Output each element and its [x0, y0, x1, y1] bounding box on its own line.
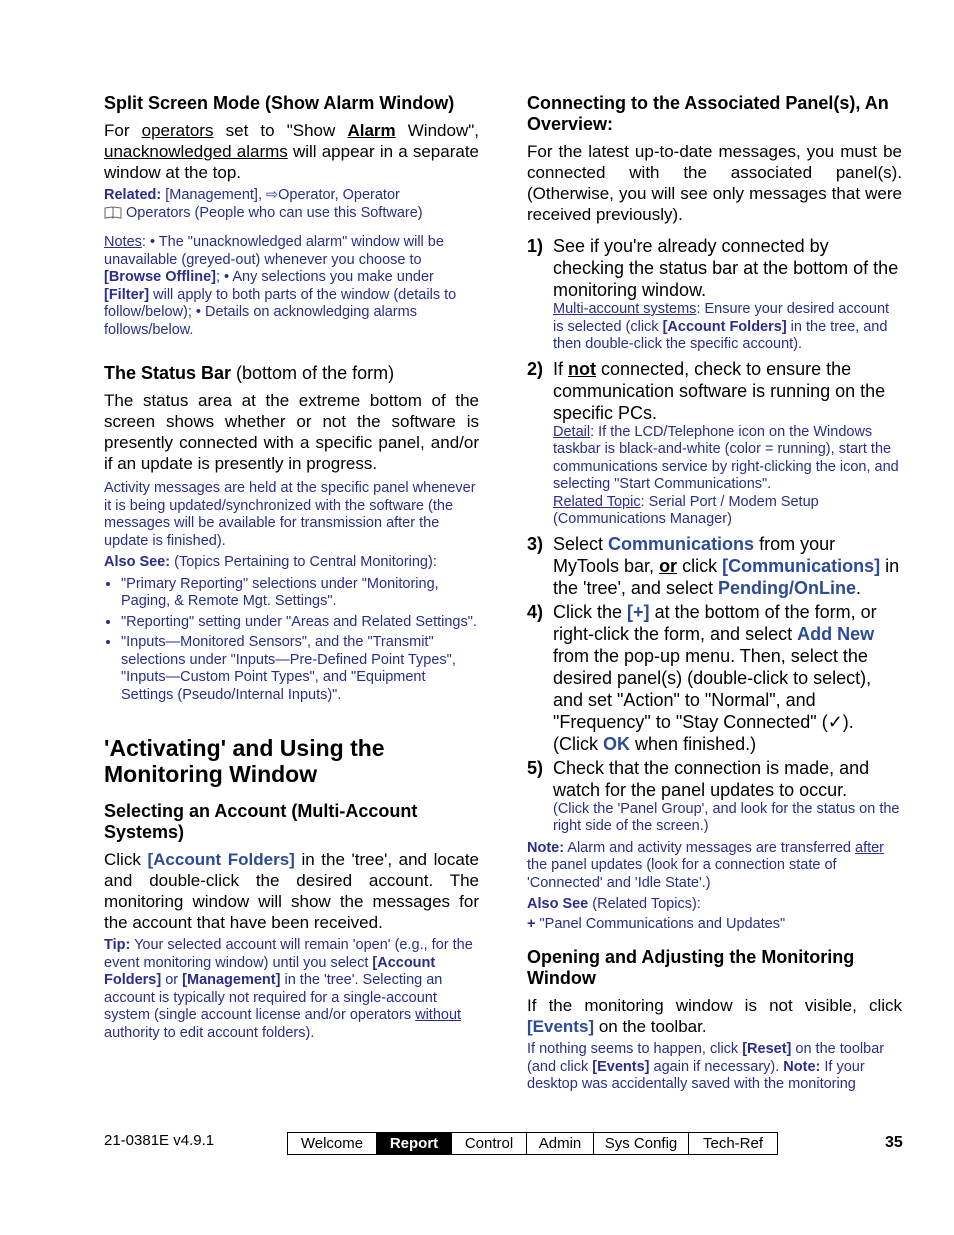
text: from the pop-up menu. Then, select the desired panel(s) (double-click to select), and set "Action" to "Normal", and "Frequency" to "Stay Connected" (✓). (Click: [553, 645, 872, 754]
text: The Status Bar: [104, 363, 232, 383]
step-number: 5): [527, 757, 544, 778]
nothing-happens-block: [527, 1041, 902, 1094]
text: : If the LCD/Telephone icon on the Windows taskbar is black-and-white (color = running), start the communications service by right-clicking the icon, and selecting "Start Communications".: [553, 423, 899, 492]
tab-welcome[interactable]: Welcome: [288, 1133, 377, 1154]
step-2-detail: [553, 424, 902, 529]
note-block: [527, 840, 902, 893]
notes-block: [104, 234, 479, 339]
text: in the 'tree', and select: [553, 555, 900, 598]
panel-communications-link[interactable]: "Panel Communications and Updates": [535, 915, 786, 932]
step-number: 2): [527, 358, 544, 379]
text: in the 'tree', and locate and double-click the desired account. The monitoring window will show the messages for the account that have been received.: [104, 850, 479, 932]
filter-term: [Filter]: [104, 286, 150, 303]
left-column: [104, 93, 479, 1046]
step-4: [527, 601, 902, 755]
open-book-icon: [104, 206, 122, 225]
activating-heading: 'Activating' and Using the Monitoring Window: [104, 735, 385, 787]
step-5: [527, 757, 902, 836]
related-book-line: [104, 205, 479, 225]
text: If: [553, 358, 564, 379]
text: .: [856, 577, 862, 598]
text: not: [568, 358, 597, 379]
pending-online-link[interactable]: Pending/OnLine: [718, 577, 856, 598]
alarm-term: Alarm: [347, 121, 396, 140]
connecting-heading: Connecting to the Associated Panel(s), An Overview:: [527, 93, 889, 134]
step-3: [527, 533, 902, 599]
text: Check that the connection is made, and watch for the panel updates to occur.: [553, 757, 870, 800]
detail-label: Detail: [553, 423, 591, 440]
text: from your MyTools bar,: [553, 533, 836, 576]
text: or: [161, 972, 183, 988]
step-number: 4): [527, 601, 544, 622]
tip-block: [104, 937, 479, 1042]
text: Select: [553, 533, 604, 554]
also-see-label: Also See: [527, 896, 589, 912]
plus-button-term[interactable]: [+]: [627, 601, 650, 622]
account-folders-term: [Account Folders]: [662, 318, 787, 335]
also-see-label: Also See:: [104, 554, 171, 570]
selecting-account-heading: Selecting an Account (Multi-Account Systems): [104, 801, 418, 842]
note-label: Note:: [527, 839, 565, 856]
browse-offline-term: [Browse Offline]: [104, 269, 216, 285]
steps-list: [527, 235, 902, 836]
footer-tabs: [287, 1132, 778, 1155]
tab-report[interactable]: Report: [377, 1133, 452, 1154]
related-label: Related:: [104, 187, 162, 203]
split-screen-heading: Split Screen Mode (Show Alarm Window): [104, 93, 455, 113]
selecting-paragraph: [104, 849, 479, 933]
account-folders-term: [Account Folders]: [104, 954, 436, 988]
text: at the bottom of the form, or right-click the form, and select: [553, 601, 877, 644]
tab-admin[interactable]: Admin: [527, 1133, 594, 1154]
text: : Serial Port / Modem Setup (Communications Manager): [553, 493, 819, 527]
right-column: [527, 93, 902, 1098]
activity-paragraph: Activity messages are held at the specific panel whenever it is being updated/synchronized with the software (the messages will be available for transmission after the update is finished).: [104, 480, 476, 549]
opening-heading: Opening and Adjusting the Monitoring Window: [527, 947, 855, 988]
status-bar-heading: [104, 363, 479, 384]
tip-label: Tip:: [104, 937, 131, 953]
add-new-term[interactable]: Add New: [797, 623, 875, 644]
text: Click the: [553, 601, 623, 622]
split-screen-paragraph: [104, 120, 479, 183]
step-1: [527, 235, 902, 354]
text: ; • Any selections you make under: [215, 269, 434, 285]
text: (bottom of the form): [231, 363, 395, 383]
text: (Related Topics):: [588, 896, 701, 912]
communications-link[interactable]: Communications: [608, 533, 755, 554]
document-id: 21-0381E v4.9.1: [104, 1132, 215, 1149]
text: will apply to both parts of the window (details to follow/below); • Details on acknowledging alarms follows/below.: [104, 286, 457, 338]
text: after: [855, 839, 885, 856]
tab-control[interactable]: Control: [452, 1133, 527, 1154]
text: set to "Show: [225, 121, 336, 140]
text: the panel updates (look for a connection state of 'Connected' and 'Idle State'.): [527, 857, 837, 891]
text: (Topics Pertaining to Central Monitoring):: [170, 554, 437, 570]
operators-link[interactable]: operators: [141, 121, 214, 140]
related-line: [104, 187, 479, 205]
text: click: [682, 555, 718, 576]
ok-term[interactable]: OK: [603, 733, 631, 754]
text: will appear in a separate window at the top.: [104, 142, 479, 182]
text: Click: [104, 850, 141, 869]
text: For: [104, 121, 130, 140]
text: : Ensure your desired account is selected (click: [553, 301, 890, 335]
connecting-paragraph: For the latest up-to-date messages, you must be connected with the associated panel(s). (Otherwise, you will see only messages that were received previously).: [527, 142, 902, 224]
also-see-line: [104, 554, 479, 572]
text: in the tree, and then double-click the specific account).: [553, 318, 888, 352]
operators-link[interactable]: Operators (People who can use this Software): [126, 204, 423, 221]
text: without: [415, 1007, 462, 1023]
list-item[interactable]: • "Reporting" setting under "Areas and Related Settings".: [121, 614, 479, 632]
step-number: 3): [527, 533, 544, 554]
status-paragraph: The status area at the extreme bottom of the screen shows whether or not the software is presently connected with a specific panel, and/or if an update is presently in progress.: [104, 391, 479, 473]
tab-tech-ref[interactable]: Tech-Ref: [702, 1135, 764, 1152]
opening-paragraph: [527, 995, 902, 1037]
text: on the toolbar.: [598, 1017, 707, 1036]
also-see-list: [104, 576, 479, 705]
text: in the 'tree'. Selecting an account is typically not required for a single-account system (single account license and/or operators: [104, 972, 443, 1023]
events-term: [Events]: [592, 1058, 650, 1075]
list-item[interactable]: • "Inputs—Monitored Sensors", and the "Transmit" selections under "Inputs—Pre-Defined Point Types", "Inputs—Custom Point Types", and "Equipment Settings (Pseudo/Internal Inputs)".: [121, 634, 479, 704]
step-2: [527, 358, 902, 529]
management-term: [Management]: [182, 972, 281, 988]
text: See if you're already connected by checking the status bar at the bottom of the monitoring window.: [553, 236, 899, 300]
text: authority to edit account folders).: [104, 1024, 315, 1041]
page-number: 35: [885, 1134, 903, 1151]
step-number: 1): [527, 236, 544, 256]
note-label: Note:: [783, 1058, 821, 1075]
text: or: [659, 555, 678, 576]
account-folders-link[interactable]: [Account Folders]: [147, 850, 295, 869]
communications-tree-link[interactable]: [Communications]: [722, 555, 881, 576]
text: on the toolbar (and click: [527, 1041, 885, 1075]
reset-term: [Reset]: [742, 1041, 792, 1057]
step-1-note: [553, 301, 902, 354]
list-item[interactable]: • "Primary Reporting" selections under "Monitoring, Paging, & Remote Mgt. Settings".: [121, 576, 479, 611]
text: Your selected account will remain 'open' (e.g., for the event monitoring window) until you select: [104, 937, 473, 971]
multi-account-link[interactable]: Multi-account systems: [553, 301, 697, 317]
text: Alarm and activity messages are transferred: [564, 839, 851, 856]
tab-sys-config[interactable]: Sys Config: [594, 1133, 689, 1154]
text: when finished.): [635, 733, 757, 754]
plus-icon: +: [527, 915, 536, 932]
events-link[interactable]: [Events]: [527, 1017, 595, 1036]
notes-label: Notes: [104, 234, 142, 250]
related-links[interactable]: [Management], ⇨Operator, Operator: [165, 187, 400, 203]
text: connected, check to ensure the communication software is running on the specific PCs.: [553, 358, 886, 423]
text: If nothing seems to happen, click: [527, 1041, 739, 1057]
also-see-item[interactable]: [527, 916, 902, 934]
also-see-line: [527, 896, 902, 914]
page-footer: [0, 1130, 954, 1154]
text: If the monitoring window is not visible, click: [527, 996, 902, 1015]
related-topic-link[interactable]: Related Topic: [553, 493, 641, 510]
text: If your desktop was accidentally saved with the monitoring: [527, 1058, 865, 1092]
text: : • The "unacknowledged alarm" window will be unavailable (greyed-out) whenever you choose to: [104, 234, 444, 268]
text: Window",: [407, 121, 479, 140]
unacknowledged-alarms-link[interactable]: unacknowledged alarms: [104, 142, 288, 161]
text: again if necessary).: [649, 1058, 780, 1075]
step-5-note: (Click the 'Panel Group', and look for the status on the right side of the screen.): [553, 800, 900, 834]
